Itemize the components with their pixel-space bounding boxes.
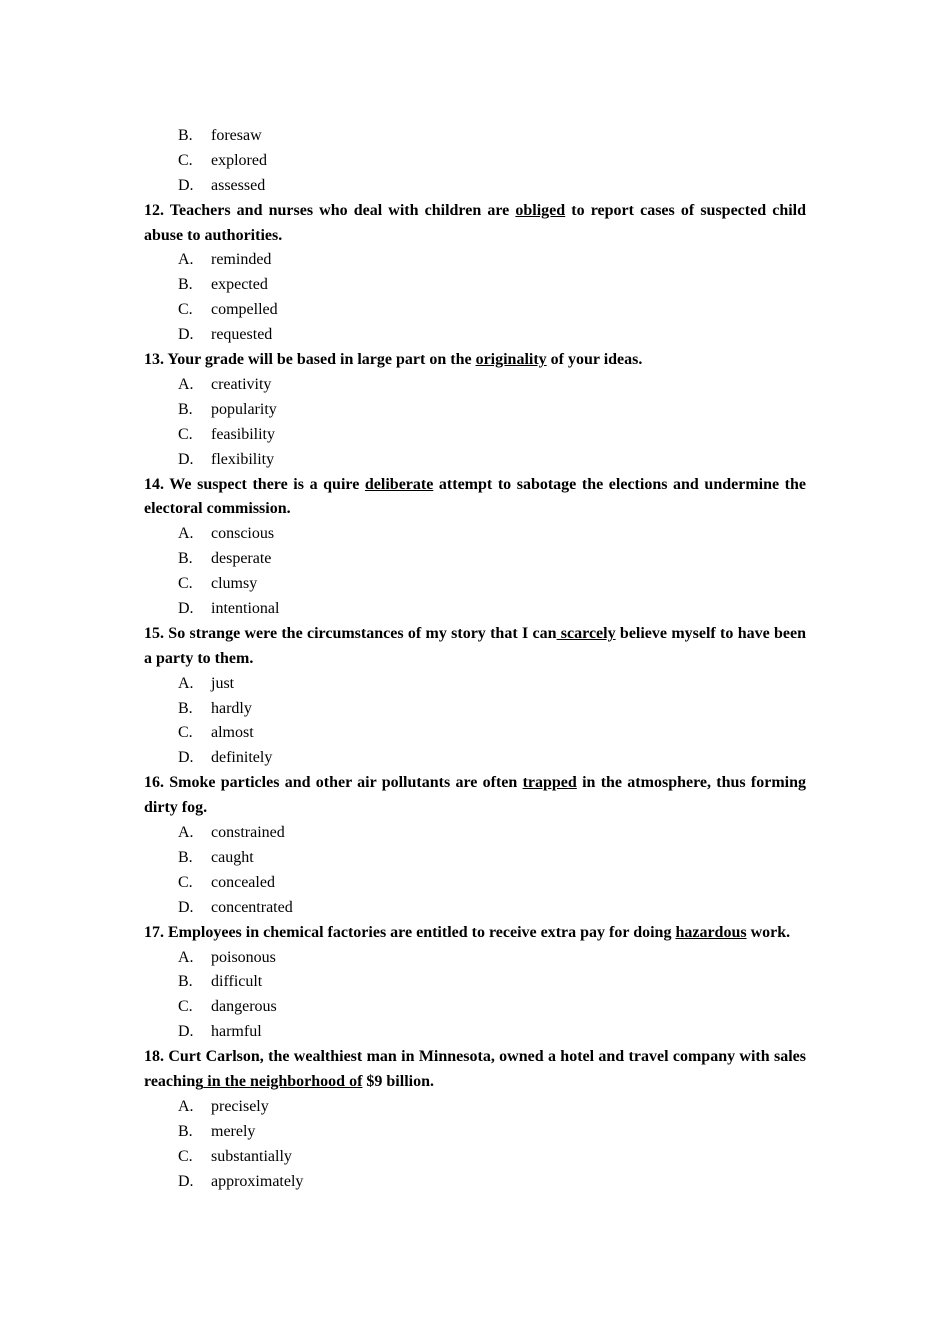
option-letter: A.	[178, 375, 194, 393]
option-letter: C.	[178, 1147, 193, 1165]
option-text: approximately	[211, 1172, 304, 1190]
option-letter: B.	[178, 550, 193, 568]
option-letter: B.	[178, 848, 193, 866]
option-text: difficult	[211, 973, 263, 991]
option-item	[144, 248, 806, 273]
question-text: 13. Your grade will be based in large part on the	[144, 351, 476, 369]
option-text: requested	[211, 326, 273, 344]
option-item	[144, 746, 806, 771]
option-item	[144, 572, 806, 597]
option-letter: A.	[178, 948, 194, 966]
option-item	[144, 273, 806, 298]
option-text: caught	[211, 848, 254, 866]
option-letter: D.	[178, 898, 194, 916]
option-text: just	[211, 674, 235, 692]
option-item	[144, 970, 806, 995]
option-letter: C.	[178, 873, 193, 891]
option-item	[144, 896, 806, 921]
option-item	[144, 1145, 806, 1170]
option-item	[144, 721, 806, 746]
option-letter: D.	[178, 1172, 194, 1190]
option-text: almost	[211, 724, 254, 742]
question-text: 12. Teachers and nurses who deal with children are	[144, 201, 516, 219]
option-item	[144, 398, 806, 423]
option-letter: A.	[178, 525, 194, 543]
question-text: $9 billion.	[362, 1073, 434, 1091]
underlined-word: obliged	[515, 201, 566, 219]
option-text: constrained	[211, 824, 285, 842]
option-text: explored	[211, 151, 267, 169]
option-letter: D.	[178, 1023, 194, 1041]
document-page	[144, 124, 806, 1194]
question-16	[144, 771, 806, 821]
option-item	[144, 448, 806, 473]
option-item	[144, 821, 806, 846]
option-text: harmful	[211, 1023, 262, 1041]
option-item	[144, 298, 806, 323]
option-text: concealed	[211, 873, 275, 891]
underlined-word: in the neighborhood of	[203, 1073, 363, 1091]
option-letter: A.	[178, 824, 194, 842]
option-text: precisely	[211, 1097, 269, 1115]
option-item	[144, 174, 806, 199]
option-letter: B.	[178, 699, 193, 717]
option-item	[144, 946, 806, 971]
option-text: poisonous	[211, 948, 276, 966]
question-text: 15. So strange were the circumstances of my story that I can	[144, 624, 557, 642]
option-letter: B.	[178, 127, 193, 144]
option-letter: A.	[178, 674, 194, 692]
option-item	[144, 672, 806, 697]
option-letter: B.	[178, 400, 193, 418]
option-item	[144, 149, 806, 174]
underlined-word: scarcely	[556, 624, 616, 642]
underlined-word: deliberate	[364, 475, 434, 493]
option-letter: C.	[178, 575, 193, 593]
option-item	[144, 323, 806, 348]
option-item	[144, 547, 806, 572]
option-text: compelled	[211, 301, 278, 319]
option-item	[144, 846, 806, 871]
option-item	[144, 1120, 806, 1145]
option-text: assessed	[211, 176, 266, 194]
option-letter: D.	[178, 749, 194, 767]
option-item	[144, 871, 806, 896]
question-text: believe myself to have been a party to them.	[144, 624, 806, 667]
option-text: hardly	[211, 699, 252, 717]
option-letter: C.	[178, 425, 193, 443]
question-text: in the atmosphere, thus forming dirty fog.	[144, 774, 806, 817]
option-text: substantially	[211, 1147, 292, 1165]
option-text: intentional	[211, 600, 280, 617]
underlined-word: originality	[475, 351, 547, 369]
option-text: dangerous	[211, 998, 277, 1016]
option-item	[144, 1095, 806, 1120]
option-item	[144, 995, 806, 1020]
question-text: attempt to sabotage the elections and undermine the electoral commission.	[144, 475, 807, 518]
question-14	[144, 473, 806, 523]
question-text: 16. Smoke particles and other air pollutants are often	[144, 774, 523, 792]
option-item	[144, 697, 806, 722]
question-text: work.	[746, 923, 791, 941]
question-13	[144, 348, 806, 373]
underlined-word: trapped	[522, 774, 577, 792]
question-text: to report cases of suspected child abuse to authorities.	[144, 201, 807, 244]
option-letter: A.	[178, 1097, 194, 1115]
option-letter: C.	[178, 151, 193, 169]
option-text: creativity	[211, 375, 272, 393]
option-text: feasibility	[211, 425, 275, 443]
option-text: desperate	[211, 550, 272, 568]
option-letter: C.	[178, 724, 193, 742]
option-letter: D.	[178, 326, 194, 344]
option-item	[144, 423, 806, 448]
option-letter: C.	[178, 301, 193, 319]
option-letter: D.	[178, 450, 194, 468]
option-text: reminded	[211, 251, 272, 269]
option-item	[144, 1170, 806, 1195]
question-17	[144, 921, 806, 946]
option-text: conscious	[211, 525, 275, 543]
underlined-word: hazardous	[675, 923, 747, 941]
option-item	[144, 124, 806, 149]
option-item	[144, 597, 806, 622]
question-text: 14. We suspect there is a quire	[144, 475, 365, 493]
option-item	[144, 373, 806, 398]
question-15	[144, 622, 806, 672]
option-text: flexibility	[211, 450, 275, 468]
option-text: clumsy	[211, 575, 258, 593]
option-letter: C.	[178, 998, 193, 1016]
option-letter: B.	[178, 1122, 193, 1140]
option-text: definitely	[211, 749, 273, 767]
option-text: foresaw	[211, 127, 262, 144]
question-12	[144, 199, 806, 249]
option-text: merely	[211, 1122, 256, 1140]
option-letter: D.	[178, 600, 194, 617]
option-item	[144, 522, 806, 547]
option-text: expected	[211, 276, 268, 294]
question-text: 18. Curt Carlson, the wealthiest man in Minnesota, owned a hotel and travel company with sales reaching	[144, 1048, 806, 1091]
option-text: popularity	[211, 400, 277, 418]
question-text: 17. Employees in chemical factories are entitled to receive extra pay for doing	[144, 923, 676, 941]
question-text: of your ideas.	[546, 351, 643, 369]
option-letter: B.	[178, 276, 193, 294]
option-letter: D.	[178, 176, 194, 194]
question-18	[144, 1045, 806, 1095]
option-letter: B.	[178, 973, 193, 991]
option-text: concentrated	[211, 898, 293, 916]
option-letter: A.	[178, 251, 194, 269]
option-item	[144, 1020, 806, 1045]
